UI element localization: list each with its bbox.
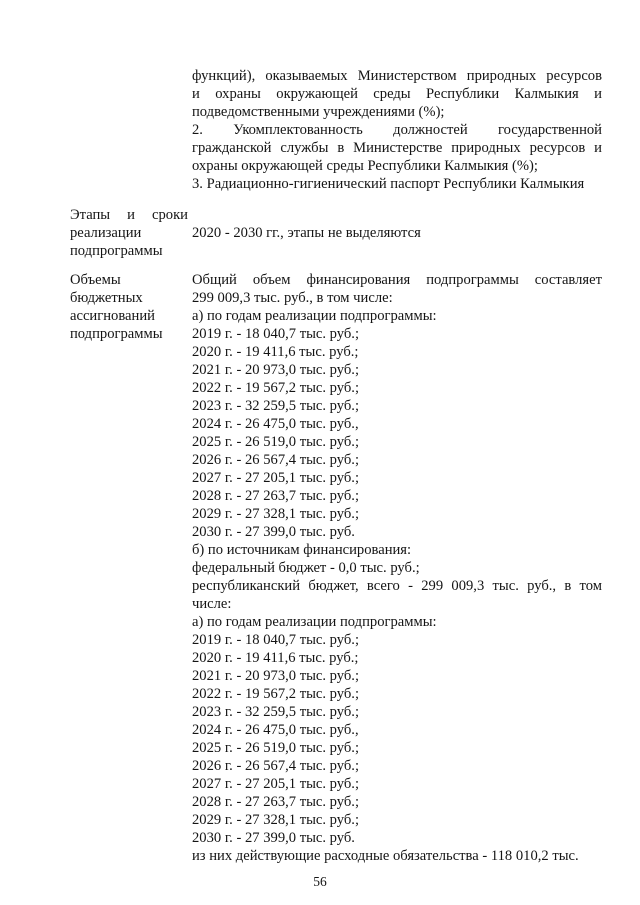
republican-budget-line-2: числе:	[192, 596, 232, 612]
year-line-2: 2024 г. - 26 475,0 тыс. руб.,	[192, 722, 359, 738]
year-line: 2027 г. - 27 205,1 тыс. руб.;	[192, 470, 360, 486]
year-line: 2021 г. - 20 973,0 тыс. руб.;	[192, 362, 360, 378]
year-line-2: 2020 г. - 19 411,6 тыс. руб.;	[192, 650, 359, 666]
year-line-2: 2029 г. - 27 328,1 тыс. руб.;	[192, 812, 360, 828]
stages-label	[70, 206, 188, 260]
year-line: 2022 г. - 19 567,2 тыс. руб.;	[192, 380, 360, 396]
funding-value	[192, 271, 602, 865]
intro-block	[192, 67, 602, 193]
item-2-line-3: охраны окружающей среды Республики Калмыкия (%);	[192, 158, 538, 174]
stages-label-line-3: подпрограммы	[70, 243, 163, 259]
funding-label	[70, 271, 188, 343]
year-line: 2019 г. - 18 040,7 тыс. руб.;	[192, 326, 360, 342]
year-line: 2024 г. - 26 475,0 тыс. руб.,	[192, 416, 359, 432]
year-line-2: 2030 г. - 27 399,0 тыс. руб.	[192, 830, 355, 846]
year-line-2: 2027 г. - 27 205,1 тыс. руб.;	[192, 776, 360, 792]
stages-label-line-2: реализации	[70, 225, 142, 241]
year-line: 2026 г. - 26 567,4 тыс. руб.;	[192, 452, 360, 468]
year-line-2: 2025 г. - 26 519,0 тыс. руб.;	[192, 740, 360, 756]
intro-line-3: подведомственными учреждениями (%);	[192, 104, 445, 120]
by-years-header-2: а) по годам реализации подпрограммы:	[192, 614, 437, 630]
year-line-2: 2019 г. - 18 040,7 тыс. руб.;	[192, 632, 360, 648]
funding-total-line-1: Общий объем финансирования подпрограммы составляет	[192, 272, 602, 288]
republican-budget-line-1: республиканский бюджет, всего - 299 009,3 тыс. руб., в том	[192, 578, 602, 594]
item-3: 3. Радиационно-гигиенический паспорт Республики Калмыкия	[192, 176, 585, 192]
by-sources-header: б) по источникам финансирования:	[192, 542, 412, 558]
funding-label-line-3: ассигнований	[70, 308, 155, 324]
year-line: 2025 г. - 26 519,0 тыс. руб.;	[192, 434, 360, 450]
intro-line-1: функций), оказываемых Министерством природных ресурсов	[192, 68, 602, 84]
funding-label-line-1: Объемы	[70, 272, 121, 288]
year-line: 2028 г. - 27 263,7 тыс. руб.;	[192, 488, 360, 504]
page-number: 56	[313, 874, 327, 889]
stages-value-text: 2020 - 2030 гг., этапы не выделяются	[192, 225, 421, 241]
current-obligations: из них действующие расходные обязательства - 118 010,2 тыс.	[192, 848, 579, 864]
year-line: 2030 г. - 27 399,0 тыс. руб.	[192, 524, 355, 540]
funding-total-line-2: 299 009,3 тыс. руб., в том числе:	[192, 290, 393, 306]
year-line-2: 2023 г. - 32 259,5 тыс. руб.;	[192, 704, 360, 720]
intro-line-2: и охраны окружающей среды Республики Калмыкия и	[192, 86, 602, 102]
year-line-2: 2021 г. - 20 973,0 тыс. руб.;	[192, 668, 360, 684]
by-years-header: а) по годам реализации подпрограммы:	[192, 308, 437, 324]
item-2-line-1: 2. Укомплектованность должностей государственной	[192, 122, 602, 138]
stages-value	[192, 224, 602, 242]
year-line-2: 2026 г. - 26 567,4 тыс. руб.;	[192, 758, 360, 774]
funding-label-line-4: подпрограммы	[70, 326, 163, 342]
year-line: 2023 г. - 32 259,5 тыс. руб.;	[192, 398, 360, 414]
federal-budget: федеральный бюджет - 0,0 тыс. руб.;	[192, 560, 420, 576]
stages-label-line-1: Этапы и сроки	[70, 207, 188, 223]
item-2-line-2: гражданской службы в Министерстве природных ресурсов и	[192, 140, 602, 156]
funding-label-line-2: бюджетных	[70, 290, 143, 306]
year-line: 2020 г. - 19 411,6 тыс. руб.;	[192, 344, 359, 360]
year-line-2: 2028 г. - 27 263,7 тыс. руб.;	[192, 794, 360, 810]
year-line-2: 2022 г. - 19 567,2 тыс. руб.;	[192, 686, 360, 702]
year-line: 2029 г. - 27 328,1 тыс. руб.;	[192, 506, 360, 522]
